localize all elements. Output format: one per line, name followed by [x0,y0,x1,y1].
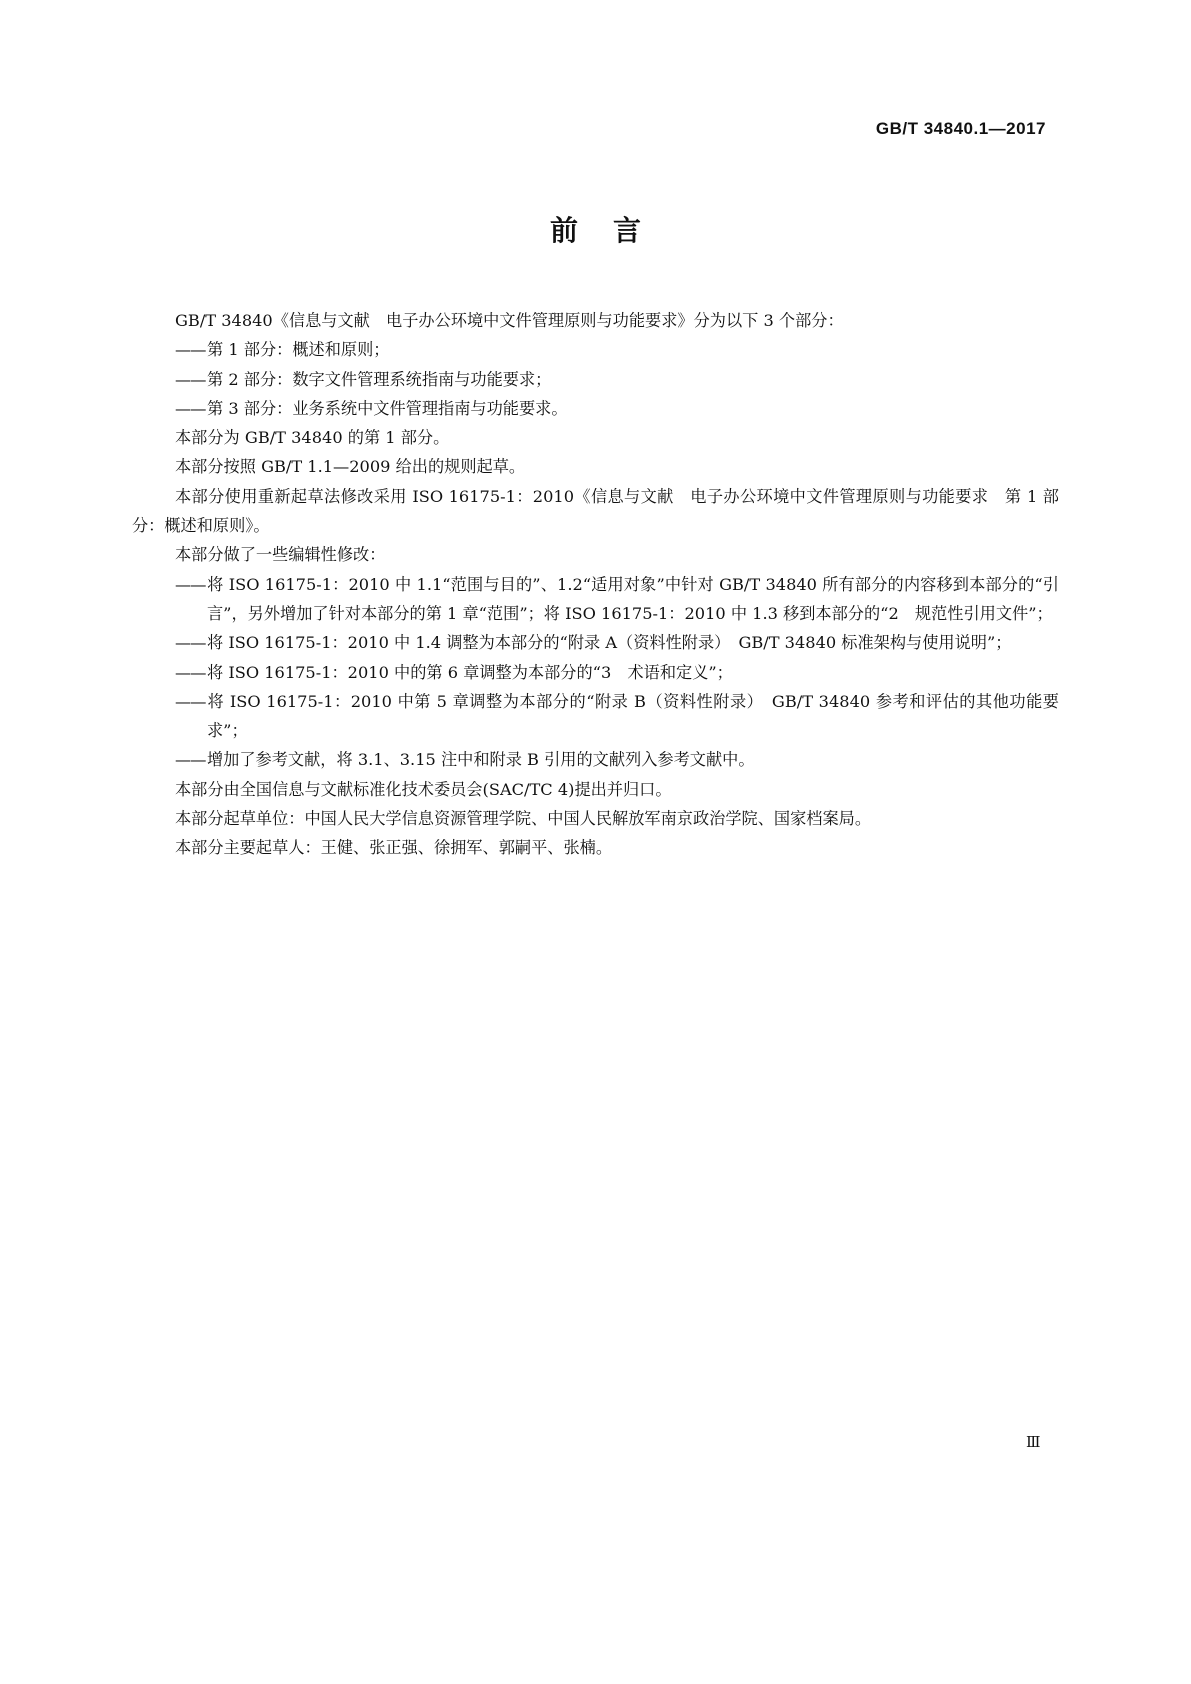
dash-marker: —— [175,633,206,653]
standard-code-header: GB/T 34840.1—2017 [875,119,1046,138]
adoption-paragraph: 本部分使用重新起草法修改采用 ISO 16175-1：2010《信息与文献 电子办公环境中文件管理原则与功能要求 第 1 部分：概述和原则》。 [132,486,1059,536]
change-list-item [132,628,1059,657]
dash-marker: —— [175,662,206,682]
dash-marker: —— [175,398,206,418]
drafters-paragraph: 本部分主要起草人：王健、张正强、徐拥军、郭嗣平、张楠。 [175,838,613,858]
change-list-item [132,745,1059,774]
dash-marker: —— [175,750,206,770]
intro-paragraph: GB/T 34840《信息与文献 电子办公环境中文件管理原则与功能要求》分为以下 3 个部分： [175,311,844,330]
part-list-item [132,335,1059,364]
foreword-body [132,306,1059,863]
drafting-rules-paragraph: 本部分按照 GB/T 1.1—2009 给出的规则起草。 [175,457,526,477]
foreword-title: 前言 [549,214,676,247]
dash-marker: —— [175,369,206,389]
proposed-by-paragraph: 本部分由全国信息与文献标准化技术委员会(SAC/TC 4)提出并归口。 [175,779,672,799]
this-part-paragraph: 本部分为 GB/T 34840 的第 1 部分。 [175,428,450,448]
dash-marker: —— [175,691,206,711]
part-item-text: 第 2 部分：数字文件管理系统指南与功能要求； [207,369,552,389]
change-item-text: 将 ISO 16175-1：2010 中的第 6 章调整为本部分的“3 术语和定义”； [207,662,733,682]
part-item-text: 第 1 部分：概述和原则； [207,340,390,360]
change-item-text: 将 ISO 16175-1：2010 中 1.4 调整为本部分的“附录 A（资料性附录） GB/T 34840 标准架构与使用说明”； [207,633,1012,653]
change-item-text: 将 ISO 16175-1：2010 中 1.1“范围与目的”、1.2“适用对象”中针对 GB/T 34840 所有部分的内容移到本部分的“引言”，另外增加了针对本部分的第 1 章“范围”；将 ISO 16175-1：2010 中 1.3 移到本部分的“2 规范性引用文件”； [207,574,1059,623]
part-list-item [132,394,1059,423]
dash-marker: —— [175,574,206,594]
change-item-text: 增加了参考文献，将 3.1、3.15 注中和附录 B 引用的文献列入参考文献中。 [207,750,755,770]
changes-intro-paragraph: 本部分做了一些编辑性修改： [175,545,386,565]
change-list-item [132,570,1059,629]
part-list-item [132,365,1059,394]
dash-marker: —— [175,340,206,360]
change-list-item [132,687,1059,746]
change-list-item [132,658,1059,687]
part-item-text: 第 3 部分：业务系统中文件管理指南与功能要求。 [207,398,568,418]
drafting-units-paragraph: 本部分起草单位：中国人民大学信息资源管理学院、中国人民解放军南京政治学院、国家档案局。 [175,809,872,829]
change-item-text: 将 ISO 16175-1：2010 中第 5 章调整为本部分的“附录 B（资料性附录） GB/T 34840 参考和评估的其他功能要求”； [207,691,1059,741]
page-number: Ⅲ [1026,1433,1041,1451]
